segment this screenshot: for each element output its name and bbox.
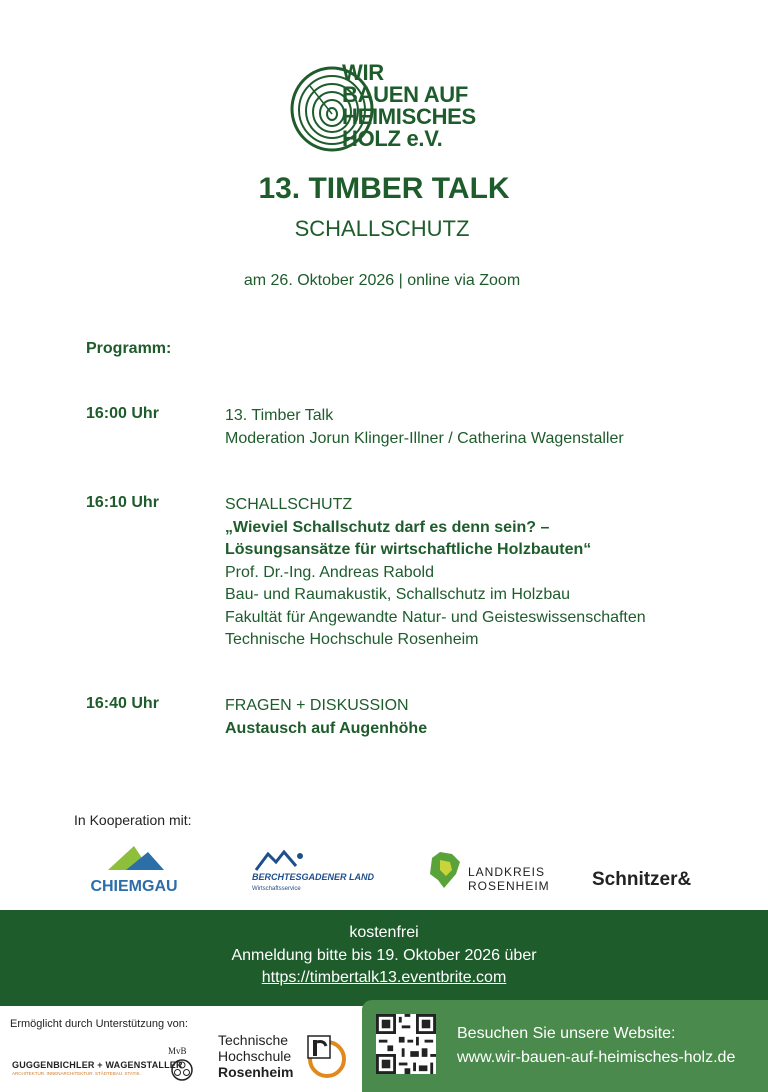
- logo-line: WIR: [342, 60, 384, 85]
- landkreis-line: LANDKREIS: [468, 865, 546, 879]
- th-rosenheim-emblem-icon: [306, 1034, 348, 1080]
- berchtesgaden-wordmark: BERCHTESGADENER LAND: [252, 872, 375, 882]
- registration-band: [0, 910, 768, 1006]
- slot-line: 13. Timber Talk: [225, 407, 334, 424]
- slot-details: [225, 405, 745, 450]
- logo-line: HOLZ e.V.: [342, 126, 443, 151]
- th-line: Hochschule: [218, 1048, 292, 1064]
- slot-line: Lösungsansätze für wirtschaftliche Holzbauten“: [225, 541, 592, 558]
- slot-line: Bau- und Raumakustik, Schallschutz im Holzbau: [225, 586, 571, 603]
- partner-logos: [0, 840, 768, 906]
- landkreis-rosenheim-logo: [430, 852, 550, 893]
- mvb-emblem-icon: [170, 1058, 194, 1082]
- support-label: Ermöglicht durch Unterstützung von:: [10, 1018, 188, 1030]
- berchtesgaden-logo: [252, 852, 375, 892]
- chiemgau-logo: [90, 846, 177, 895]
- supporters-section: [0, 1006, 362, 1092]
- event-topic: SCHALLSCHUTZ: [294, 216, 470, 241]
- slot-time: 16:00 Uhr: [86, 405, 159, 422]
- chiemgau-wordmark: CHIEMGAU: [90, 878, 178, 895]
- slot-line: SCHALLSCHUTZ: [225, 496, 353, 513]
- registration-deadline: Anmeldung bitte bis 19. Oktober 2026 über: [231, 946, 537, 964]
- qr-code-icon[interactable]: [376, 1014, 436, 1074]
- website-label: Besuchen Sie unsere Website:: [457, 1025, 676, 1042]
- logo-wordmark: [342, 62, 476, 150]
- slot-details: [225, 695, 745, 740]
- slot-line: Moderation Jorun Klinger-Illner / Catherina Wagenstaller: [225, 429, 624, 447]
- website-panel: [362, 1000, 768, 1092]
- berchtesgaden-subtitle: Wirtschaftsservice: [252, 886, 301, 892]
- cooperation-label: In Kooperation mit:: [74, 812, 192, 828]
- th-line: Rosenheim: [218, 1064, 294, 1080]
- th-line: Technische: [218, 1032, 289, 1048]
- association-logo: [290, 60, 480, 160]
- slot-line: Austausch auf Augenhöhe: [225, 719, 428, 737]
- slot-time: 16:40 Uhr: [86, 695, 159, 712]
- sponsor-th-rosenheim: [218, 1032, 293, 1080]
- sponsor-mvb: MvB: [168, 1046, 187, 1056]
- slot-time: 16:10 Uhr: [86, 494, 159, 511]
- slot-line: FRAGEN + DISKUSSION: [225, 697, 409, 714]
- slot-line: Fakultät für Angewandte Natur- und Geisteswissenschaften: [225, 608, 646, 626]
- sponsor-guggenbichler-subtitle: ARCHITEKTUR. INNENARCHITEKTUR. STÄDTEBAU. STATIK.: [12, 1071, 141, 1076]
- website-url[interactable]: www.wir-bauen-auf-heimisches-holz.de: [457, 1049, 736, 1066]
- slot-details: [225, 494, 745, 652]
- schnitzer-logo: Schnitzer&: [592, 869, 692, 890]
- website-info: [457, 1022, 735, 1070]
- event-title: 13. TIMBER TALK: [258, 172, 510, 205]
- sponsor-guggenbichler: GUGGENBICHLER + WAGENSTALLER: [12, 1060, 183, 1070]
- slot-line: Prof. Dr.-Ing. Andreas Rabold: [225, 563, 434, 581]
- event-date: am 26. Oktober 2026 | online via Zoom: [243, 272, 521, 289]
- slot-line: „Wieviel Schallschutz darf es denn sein? –: [225, 518, 550, 536]
- logo-line: BAUEN AUF: [342, 82, 469, 107]
- landkreis-line: ROSENHEIM: [468, 879, 550, 893]
- logo-line: HEIMISCHES: [342, 104, 476, 129]
- slot-line: Technische Hochschule Rosenheim: [225, 631, 479, 648]
- registration-link[interactable]: https://timbertalk13.eventbrite.com: [261, 969, 507, 986]
- registration-free: kostenfrei: [349, 924, 419, 941]
- program-heading: Programm:: [86, 340, 172, 357]
